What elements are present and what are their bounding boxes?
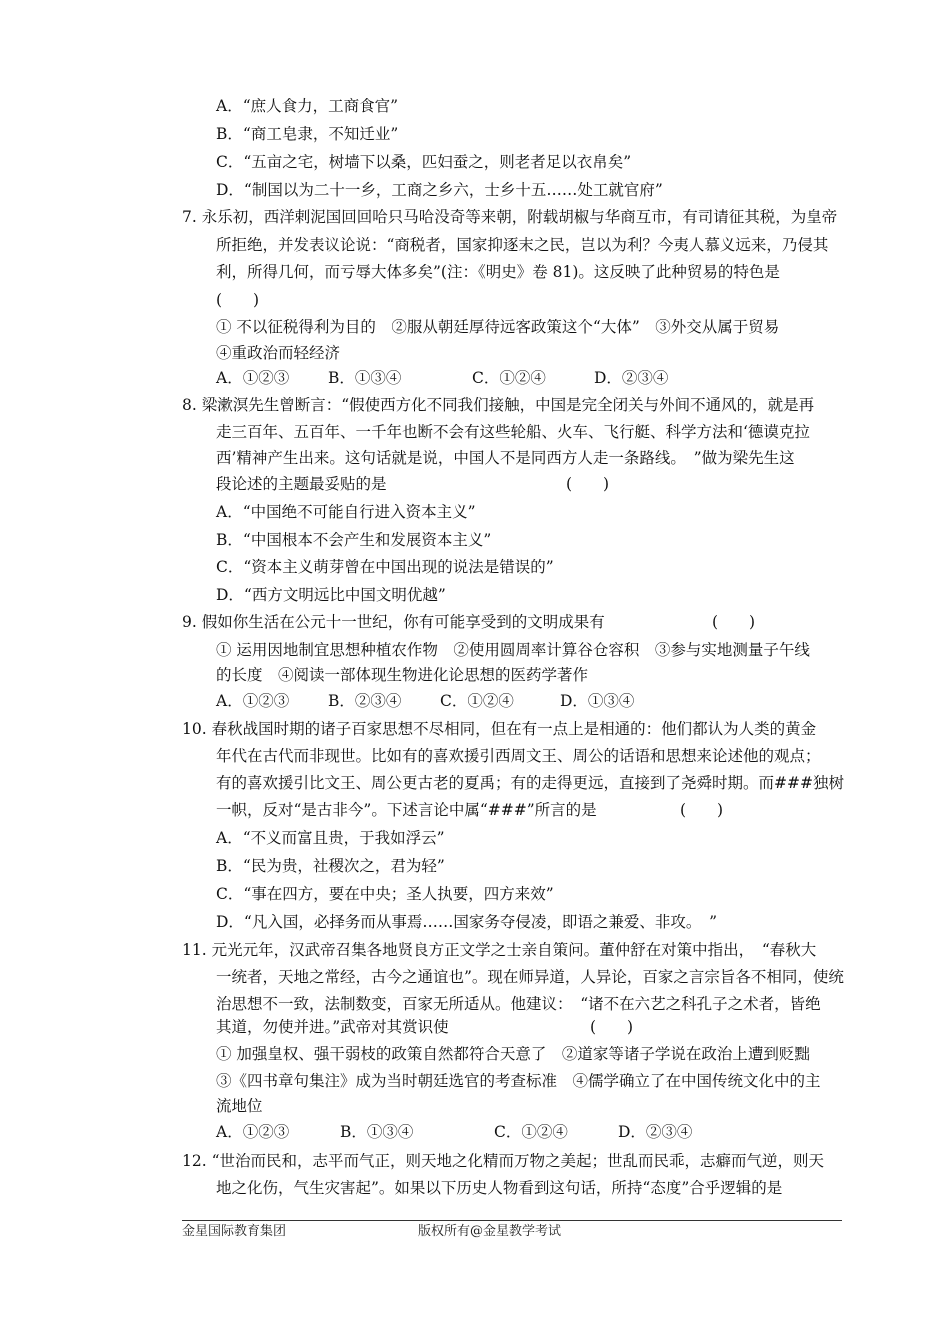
q6-option-a: A．“庶人食力，工商食官” bbox=[216, 97, 399, 115]
q7-item-line: ① 不以征税得利为目的 ②服从朝廷厚待远客政策这个“大体” ③外交从属于贸易 bbox=[216, 318, 780, 336]
q8-option-d: D．“西方文明远比中国文明优越” bbox=[216, 586, 446, 604]
q9-item-line: 的长度 ④阅读一部体现生物进化论思想的医药学著作 bbox=[216, 666, 589, 684]
q8-option-a: A．“中国绝不可能自行进入资本主义” bbox=[216, 503, 476, 521]
q8-stem-line: 走三百年、五百年、一千年也断不会有这些轮船、火车、飞行艇、科学方法和‘德谟克拉 bbox=[216, 423, 810, 441]
q7-choice-c: C．①②④ bbox=[472, 369, 546, 387]
q9-choice-b: B．②③④ bbox=[328, 692, 402, 710]
q6-option-b: B．“商工皂隶，不知迁业” bbox=[216, 125, 399, 143]
q10-stem-line: 有的喜欢援引比文王、周公更古老的夏禹；有的走得更远，直接到了尧舜时期。而###独树 bbox=[216, 774, 844, 792]
q10-stem-line: 一帜，反对“是古非今”。下述言论中属“###”所言的是 bbox=[216, 801, 597, 819]
q11-stem-line: 11. 元光元年，汉武帝召集各地贤良方正文学之士亲自策问。董仲舒在对策中指出， “春秋大 bbox=[182, 941, 817, 959]
q10-option-c: C．“事在四方，要在中央；圣人执要，四方来效” bbox=[216, 885, 554, 903]
q8-option-b: B．“中国根本不会产生和发展资本主义” bbox=[216, 531, 492, 549]
q9-answer-paren: ( ) bbox=[712, 613, 756, 631]
q12-stem-line: 地之化伤，气生灾害起”。如果以下历史人物看到这句话，所持“态度”合乎逻辑的是 bbox=[216, 1179, 783, 1197]
q12-stem-line: 12. “世治而民和，志平而气正，则天地之化精而万物之美起；世乱而民乖，志癖而气逆，则天 bbox=[182, 1152, 825, 1170]
q9-choice-c: C．①②④ bbox=[440, 692, 514, 710]
q10-option-d: D．“凡入国，必择务而从事焉……国家务夺侵凌，即语之兼爱、非攻。 ” bbox=[216, 913, 718, 931]
q7-stem-line: 7. 永乐初，西洋剌泥国回回哈只马哈没奇等来朝，附载胡椒与华商互市，有司请征其税，为皇帝 bbox=[182, 208, 838, 226]
q7-item-line: ④重政治而轻经济 bbox=[216, 344, 341, 362]
footer-copyright: 版权所有@金星教学考试 bbox=[418, 1224, 562, 1239]
q8-stem-line: 段论述的主题最妥贴的是 bbox=[216, 475, 387, 493]
q6-option-c: C．“五亩之宅，树墙下以桑，匹妇蚕之，则老者足以衣帛矣” bbox=[216, 153, 632, 171]
q11-choice-c: C．①②④ bbox=[494, 1123, 568, 1141]
footer-divider bbox=[182, 1220, 842, 1221]
q8-answer-paren: ( ) bbox=[566, 475, 610, 493]
q11-item-line: ① 加强皇权、强干弱枝的政策自然都符合天意了 ②道家等诸子学说在政治上遭到贬黜 bbox=[216, 1045, 810, 1063]
q9-choice-d: D．①③④ bbox=[560, 692, 635, 710]
q11-answer-paren: ( ) bbox=[590, 1018, 634, 1036]
q11-item-line: 流地位 bbox=[216, 1097, 263, 1115]
q11-stem-line: 治思想不一致，法制数变，百家无所适从。他建议： “诸不在六艺之科孔子之术者，皆绝 bbox=[216, 995, 821, 1013]
q9-choice-a: A．①②③ bbox=[216, 692, 290, 710]
q8-stem-line: 8. 梁漱溟先生曾断言：“假使西方化不同我们接触，中国是完全闭关与外间不通风的，就是再 bbox=[182, 396, 815, 414]
q7-choice-d: D．②③④ bbox=[594, 369, 669, 387]
q11-stem-line: 其道，勿使并进。”武帝对其赏识使 bbox=[216, 1018, 449, 1036]
q11-choice-d: D．②③④ bbox=[618, 1123, 693, 1141]
q7-answer-paren: ( ) bbox=[216, 291, 260, 309]
q10-option-b: B．“民为贵，社稷次之，君为轻” bbox=[216, 857, 445, 875]
q11-item-line: ③《四书章句集注》成为当时朝廷选官的考查标准 ④儒学确立了在中国传统文化中的主 bbox=[216, 1072, 821, 1090]
q9-item-line: ① 运用因地制宜思想种植农作物 ②使用圆周率计算谷仓容积 ③参与实地测量子午线 bbox=[216, 641, 810, 659]
q6-option-d: D．“制国以为二十一乡，工商之乡六，士乡十五……处工就官府” bbox=[216, 181, 663, 199]
q8-option-c: C．“资本主义萌芽曾在中国出现的说法是错误的” bbox=[216, 558, 554, 576]
q10-answer-paren: ( ) bbox=[680, 801, 724, 819]
q7-stem-line: 所拒绝，并发表议论说：“商税者，国家抑逐末之民，岂以为利？今夷人慕义远来，乃侵其 bbox=[216, 236, 829, 254]
q9-stem: 9. 假如你生活在公元十一世纪，你有可能享受到的文明成果有 bbox=[182, 613, 605, 631]
q10-stem-line: 10. 春秋战国时期的诸子百家思想不尽相同，但在有一点上是相通的：他们都认为人类的黄金 bbox=[182, 720, 817, 738]
q10-option-a: A．“不义而富且贵，于我如浮云” bbox=[216, 829, 445, 847]
q8-stem-line: 西’精神产生出来。这句话就是说，中国人不是同西方人走一条路线。 ”做为梁先生这 bbox=[216, 449, 795, 467]
q11-choice-b: B．①③④ bbox=[340, 1123, 414, 1141]
footer-publisher: 金星国际教育集团 bbox=[182, 1224, 287, 1239]
q7-stem-line: 利，所得几何，而亏辱大体多矣”(注：《明史》卷 81)。这反映了此种贸易的特色是 bbox=[216, 263, 780, 281]
q7-choice-b: B．①③④ bbox=[328, 369, 402, 387]
q7-choice-a: A．①②③ bbox=[216, 369, 290, 387]
q11-stem-line: 一统者，天地之常经，古今之通谊也”。现在师异道，人异论，百家之言宗旨各不相同，使统 bbox=[216, 968, 844, 986]
q10-stem-line: 年代在古代而非现世。比如有的喜欢援引西周文王、周公的话语和思想来论述他的观点； bbox=[216, 747, 821, 765]
q11-choice-a: A．①②③ bbox=[216, 1123, 290, 1141]
